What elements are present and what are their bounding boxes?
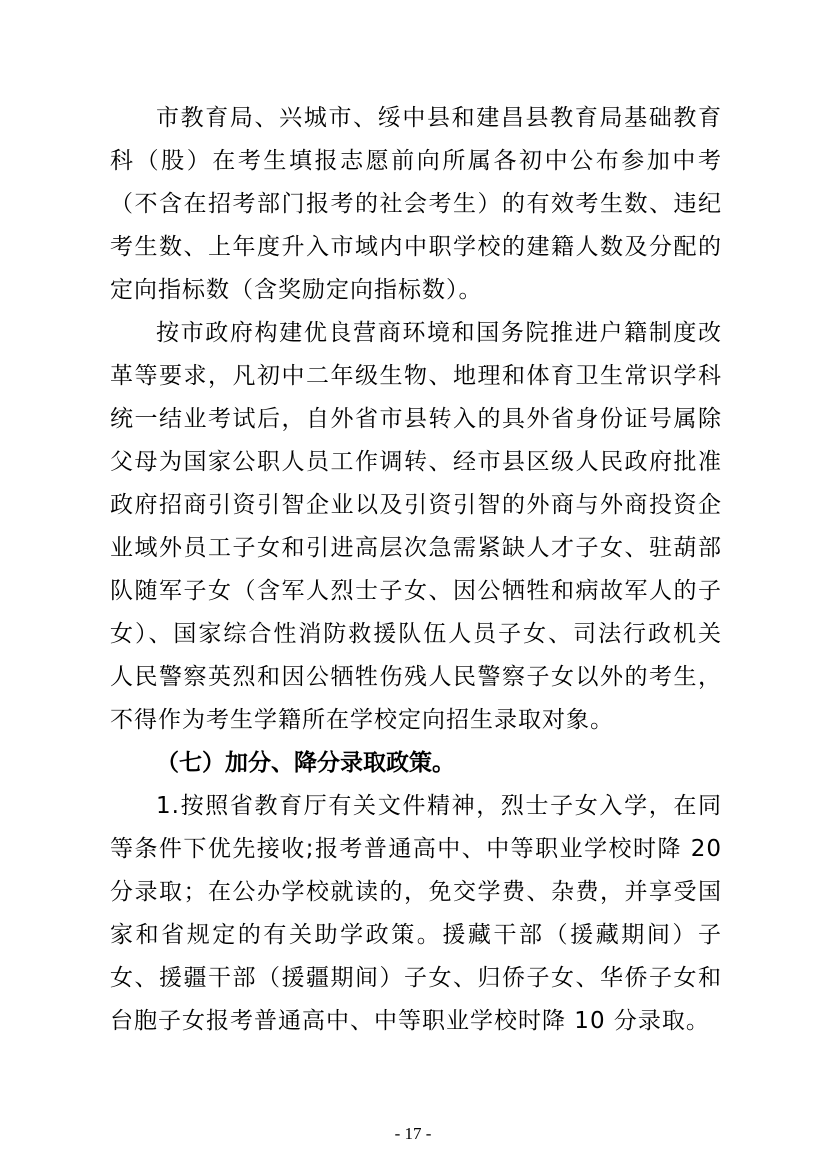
- section-heading-bonus-points: （七）加分、降分录取政策。: [156, 750, 455, 776]
- paragraph-indicator-publication: 市教育局、兴城市、绥中县和建昌县教育局基础教育科（股）在考生填报志愿前向所属各初中公布参加中考（不含在招考部门报考的社会考生）的有效考生数、违纪考生数、上年度升入市域内中职学校的建籍人数及分配的定向指标数（含奖励定向指标数）。: [110, 105, 722, 303]
- paragraph-martyr-children-policy: 1.按照省教育厅有关文件精神，烈士子女入学，在同等条件下优先接收;报考普通高中、中等职业学校时降 20 分录取；在公办学校就读的，免交学费、杂费，并享受国家和省规定的有关助学政策。援藏干部（援藏期间）子女、援疆干部（援疆期间）子女、归侨子女、华侨子女和台胞子女报考普通高中、中等职业学校时降 10 分录取。: [110, 793, 722, 1034]
- document-body: [110, 97, 722, 1043]
- paragraph-transfer-student-policy: 按市政府构建优良营商环境和国务院推进户籍制度改革等要求，凡初中二年级生物、地理和体育卫生常识学科统一结业考试后，自外省市县转入的具外省身份证号属除父母为国家公职人员工作调转、经市县区级人民政府批准政府招商引资引智企业以及引资引智的外商与外商投资企业域外员工子女和引进高层次急需紧缺人才子女、驻葫部队随军子女（含军人烈士子女、因公牺牲和病故军人的子女）、国家综合性消防救援队伍人员子女、司法行政机关人民警察英烈和因公牺牲伤残人民警察子女以外的考生，不得作为考生学籍所在学校定向招生录取对象。: [110, 320, 722, 733]
- page-number: - 17 -: [394, 1124, 432, 1143]
